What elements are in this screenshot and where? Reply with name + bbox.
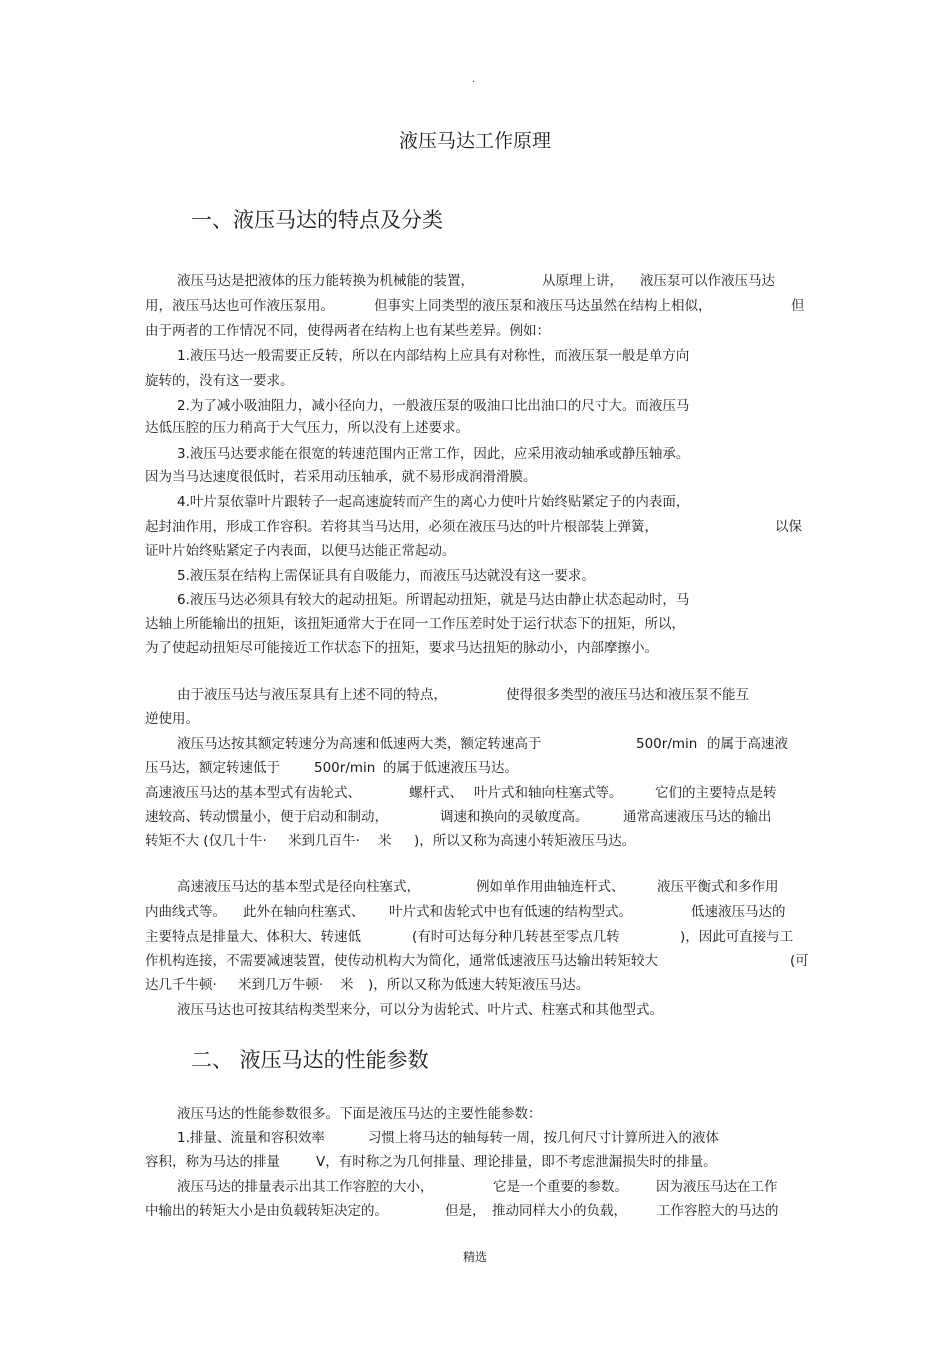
text-segment: 工作容腔大的马达的: [657, 1203, 779, 1219]
list-item: 达低压腔的压力稍高于大气压力，所以没有上述要求。: [145, 420, 469, 436]
text-segment: 压马达，额定转速低于: [145, 760, 280, 776]
text-segment: 中输出的转矩大小是由负载转矩决定的。: [145, 1203, 388, 1219]
text-segment: 液压马达是把液体的压力能转换为机械能的装置，: [177, 273, 474, 289]
text-segment: 以保: [775, 519, 802, 535]
list-item: 达轴上所能输出的扭矩，该扭矩通常大于在同一工作压差时处于运行状态下的扭矩，所以，: [145, 616, 685, 632]
text-segment: (可: [790, 953, 809, 969]
list-item: 3.液压马达要求能在很宽的转速范围内正常工作，因此，应采用液动轴承或静压轴承。: [177, 446, 690, 462]
list-item: 4.叶片泵依靠叶片跟转子一起高速旋转而产生的离心力使叶片始终贴紧定子的内表面，: [177, 494, 690, 510]
text-segment: 它们的主要特点是转: [655, 785, 777, 801]
text-segment: 液压泵可以作液压马达: [640, 273, 775, 289]
text-segment: 通常高速液压马达的输出: [623, 809, 772, 825]
text-segment: 达几千牛顿·: [145, 977, 217, 993]
text-segment: 使得很多类型的液压马达和液压泵不能互: [506, 687, 749, 703]
text-segment: 例如单作用曲轴连杆式、: [476, 879, 625, 895]
text-segment: )，因此可直接与工: [680, 929, 794, 945]
text-segment: 因为液压马达在工作: [656, 1179, 778, 1195]
text-segment: 推动同样大小的负载，: [492, 1203, 627, 1219]
text-segment: 米: [378, 833, 392, 849]
text-segment: 此外在轴向柱塞式、: [243, 904, 365, 920]
text-segment: 500r/min: [636, 736, 698, 752]
page-title: 液压马达工作原理: [398, 130, 551, 152]
text-segment: 1.排量、流量和容积效率: [177, 1130, 325, 1146]
section2-heading: 二、 液压马达的性能参数: [191, 1048, 429, 1072]
text-segment: 容积，称为马达的排量: [145, 1154, 280, 1170]
text-segment: 高速液压马达的基本型式有齿轮式、: [145, 785, 361, 801]
header-mark: .: [472, 74, 476, 85]
paragraph-line: 液压马达也可按其结构类型来分，可以分为齿轮式、叶片式、柱塞式和其他型式。: [177, 1002, 663, 1018]
paragraph-line: 逆使用。: [145, 711, 199, 727]
text-segment: )，所以又称为低速大转矩液压马达。: [368, 977, 590, 993]
text-segment: 但: [791, 298, 805, 314]
text-segment: 内曲线式等。: [145, 904, 226, 920]
list-item: 因为当马达速度很低时，若采用动压轴承，就不易形成润滑滑膜。: [145, 469, 537, 485]
list-item: 证叶片始终贴紧定子内表面，以便马达能正常起动。: [145, 543, 456, 559]
text-segment: 它是一个重要的参数。: [493, 1179, 628, 1195]
list-item: 为了使起动扭矩尽可能接近工作状态下的扭矩，要求马达扭矩的脉动小，内部摩擦小。: [145, 640, 658, 656]
text-segment: 但是，: [445, 1203, 486, 1219]
text-segment: 高速液压马达的基本型式是径向柱塞式，: [177, 879, 420, 895]
text-segment: 螺杆式、: [409, 785, 463, 801]
text-segment: (有时可达每分种几转甚至零点几转: [412, 929, 620, 945]
text-segment: 起封油作用，形成工作容积。若将其当马达用，必须在液压马达的叶片根部装上弹簧，: [145, 519, 658, 535]
text-segment: 由于液压马达与液压泵具有上述不同的特点，: [177, 687, 447, 703]
text-segment: 液压马达按其额定转速分为高速和低速两大类，额定转速高于: [177, 736, 542, 752]
list-item: 5.液压泵在结构上需保证具有自吸能力，而液压马达就没有这一要求。: [177, 568, 595, 584]
page-footer: 精选: [462, 1250, 487, 1264]
text-segment: 调速和换向的灵敏度高。: [440, 809, 589, 825]
list-item: 1.液压马达一般需要正反转，所以在内部结构上应具有对称性，而液压泵一般是单方向: [177, 348, 690, 364]
text-segment: 叶片式和轴向柱塞式等。: [474, 785, 623, 801]
text-segment: 的属于低速液压马达。: [383, 760, 518, 776]
list-item: 2.为了减小吸油阻力，减小径向力，一般液压泵的吸油口比出油口的尺寸大。而液压马: [177, 398, 690, 414]
text-segment: 米到几万牛顿·: [238, 977, 324, 993]
text-segment: 500r/min: [314, 760, 376, 776]
text-segment: 低速液压马达的: [691, 904, 786, 920]
list-item: 6.液压马达必须具有较大的起动扭矩。所谓起动扭矩，就是马达由静止状态起动时，马: [177, 592, 690, 608]
paragraph-line: 液压马达的性能参数很多。下面是液压马达的主要性能参数：: [177, 1106, 542, 1122]
text-segment: 米: [340, 977, 354, 993]
text-segment: 从原理上讲，: [542, 273, 623, 289]
text-segment: 但事实上同类型的液压泵和液压马达虽然在结构上相似，: [374, 298, 712, 314]
text-segment: )，所以又称为高速小转矩液压马达。: [414, 833, 636, 849]
text-segment: 主要特点是排量大、体积大、转速低: [145, 929, 361, 945]
text-segment: 液压平衡式和多作用: [657, 879, 779, 895]
text-segment: 转矩不大 (仅几十牛·: [145, 833, 267, 849]
text-segment: 用，液压马达也可作液压泵用。: [145, 298, 334, 314]
list-item: 旋转的，没有这一要求。: [145, 373, 294, 389]
text-segment: 米到几百牛·: [288, 833, 360, 849]
text-segment: 习惯上将马达的轴每转一周，按几何尺寸计算所进入的液体: [368, 1130, 719, 1146]
text-segment: 液压马达的排量表示出其工作容腔的大小，: [177, 1179, 434, 1195]
text-segment: 叶片式和齿轮式中也有低速的结构型式。: [389, 904, 632, 920]
text-segment: 作机构连接，不需要减速装置，使传动机构大为简化，通常低速液压马达输出转矩较大: [145, 953, 658, 969]
text-segment: 的属于高速液: [707, 736, 788, 752]
paragraph-line: 由于两者的工作情况不同，使得两者在结构上也有某些差异。例如：: [145, 323, 550, 339]
text-segment: 速较高、转动惯量小，便于启动和制动，: [145, 809, 388, 825]
section1-heading: 一、液压马达的特点及分类: [191, 208, 443, 232]
text-segment: V，有时称之为几何排量、理论排量，即不考虑泄漏损失时的排量。: [316, 1154, 717, 1170]
